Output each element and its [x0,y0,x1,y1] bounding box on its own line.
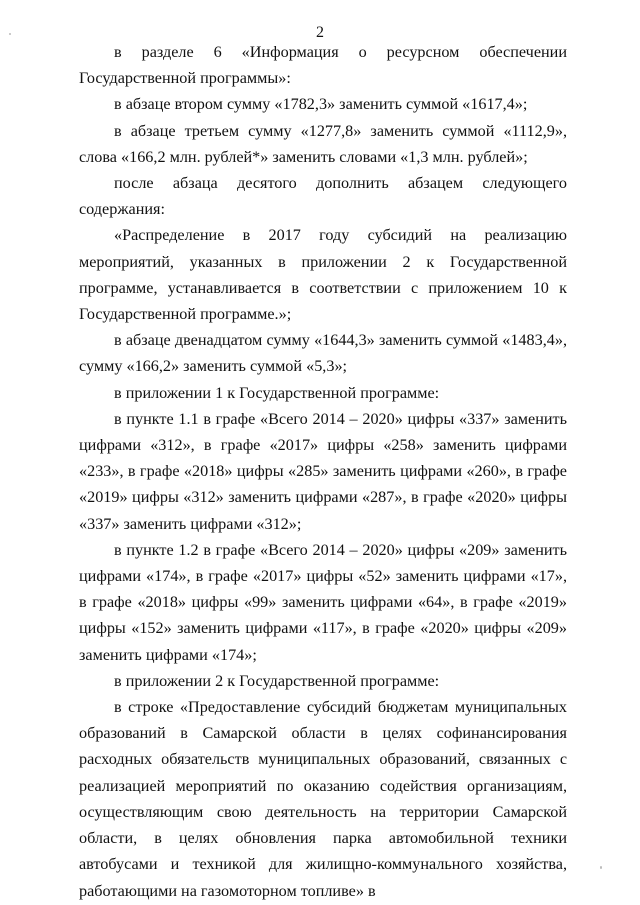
paragraph-appendix-2: в приложении 2 к Государственной программе: [114,671,440,690]
page-number: 2 [316,24,324,41]
paragraph-item-1-1: в пункте 1.1 в графе «Всего 2014 – 2020» цифры «337» заменить цифрами «312», в графе «2017» цифры «258» заменить цифрами «233», в графе «2018» цифры «285» заменить цифрами «260», в графе «2019» цифры «312» заменить цифрами «287», в графе «2020» цифры «337» заменить цифрами «312»; [79,409,567,533]
paragraph-appendix-1: в приложении 1 к Государственной программе: [114,383,440,402]
document-body [79,39,567,904]
paragraph-abzac-3: в абзаце третьем сумму «1277,8» заменить суммой «1112,9», слова «166,2 млн. рублей*» заменить словами «1,3 млн. рублей»; [79,121,567,166]
scan-speck [600,866,602,869]
paragraph-after-abzac-10: после абзаца десятого дополнить абзацем следующего содержания: [79,174,567,219]
scan-speck [9,33,11,35]
paragraph-abzac-2: в абзаце втором сумму «1782,3» заменить суммой «1617,4»; [114,95,528,114]
paragraph-section-6: в разделе 6 «Информация о ресурсном обеспечении Государственной программы»: [79,43,567,88]
paragraph-subsidy-row: в строке «Предоставление субсидий бюджетам муниципальных образований в Самарской области в целях софинансирования расходных обязательств муниципальных образований, связанных с реализацией мероприятий по оказанию содействия организациям, осуществляющим свою деятельность на территории Самарской области, в целях обновления парка автомобильной техники автобусами и техникой для жилищно-коммунального хозяйства, работающими на газомоторном топливе» в [79,698,567,900]
paragraph-abzac-12: в абзаце двенадцатом сумму «1644,3» заменить суммой «1483,4», сумму «166,2» заменить суммой «5,3»; [79,331,567,376]
paragraph-item-1-2: в пункте 1.2 в графе «Всего 2014 – 2020» цифры «209» заменить цифрами «174», в графе «2017» цифры «52» заменить цифрами «17», в графе «2018» цифры «99» заменить цифрами «64», в графе «2019» цифры «152» заменить цифрами «117», в графе «2020» цифры «209» заменить цифрами «174»; [79,540,567,664]
paragraph-quote-distribution: «Распределение в 2017 году субсидий на реализацию мероприятий, указанных в приложении 2 к Государственной программе, устанавливается в соответствии с приложением 10 к Государственной программе.»; [79,226,567,324]
